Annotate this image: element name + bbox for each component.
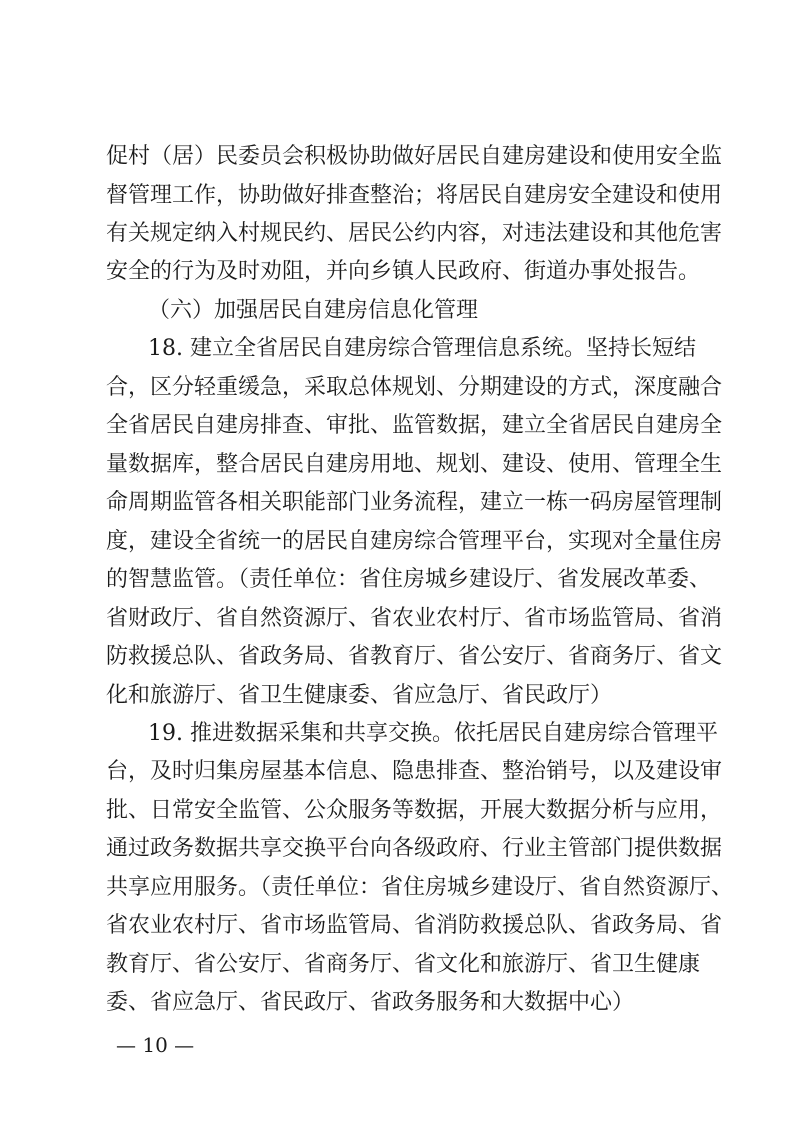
body-text-line: 全省居民自建房排查、审批、监管数据，建立全省居民自建房全 <box>106 413 723 438</box>
body-text-line: 有关规定纳入村规民约、居民公约内容，对违法建设和其他危害 <box>106 221 723 246</box>
body-text-line: 教育厅、省公安厅、省商务厅、省文化和旅游厅、省卫生健康 <box>106 952 701 977</box>
section-heading: （六）加强居民自建房信息化管理 <box>148 298 479 323</box>
body-text-line: 委、省应急厅、省民政厅、省政务服务和大数据中心） <box>106 990 635 1015</box>
body-text-line: 台，及时归集房屋基本信息、隐患排查、整治销号，以及建设审 <box>106 759 723 784</box>
body-text-line: 化和旅游厅、省卫生健康委、省应急厅、省民政厅） <box>106 683 613 708</box>
body-text-line: 省财政厅、省自然资源厅、省农业农村厅、省市场监管局、省消 <box>106 606 723 631</box>
body-text-line: 督管理工作，协助做好排查整治；将居民自建房安全建设和使用 <box>106 183 723 208</box>
body-text-line: 19. 推进数据采集和共享交换。依托居民自建房综合管理平 <box>148 721 718 746</box>
page-number: — 10 — <box>116 1033 195 1057</box>
body-text-line: 批、日常安全监管、公众服务等数据，开展大数据分析与应用， <box>106 798 723 823</box>
body-text-line: 的智慧监管。（责任单位：省住房城乡建设厅、省发展改革委、 <box>106 567 712 592</box>
body-text-line: 省农业农村厅、省市场监管局、省消防救援总队、省政务局、省 <box>106 913 723 938</box>
body-text-line: 18. 建立全省居民自建房综合管理信息系统。坚持长短结 <box>148 336 696 361</box>
body-text-line: 共享应用服务。（责任单位：省住房城乡建设厅、省自然资源厅、 <box>106 875 734 900</box>
body-text-line: 命周期监管各相关职能部门业务流程，建立一栋一码房屋管理制 <box>106 490 723 515</box>
body-text-line: 防救援总队、省政务局、省教育厅、省公安厅、省商务厅、省文 <box>106 644 723 669</box>
body-text-line: 合，区分轻重缓急，采取总体规划、分期建设的方式，深度融合 <box>106 375 723 400</box>
body-text-line: 度，建设全省统一的居民自建房综合管理平台，实现对全量住房 <box>106 529 723 554</box>
body-text-line: 通过政务数据共享交换平台向各级政府、行业主管部门提供数据 <box>106 836 723 861</box>
body-text-line: 量数据库，整合居民自建房用地、规划、建设、使用、管理全生 <box>106 452 723 477</box>
body-text-line: 促村（居）民委员会积极协助做好居民自建房建设和使用安全监 <box>106 144 723 169</box>
body-text-line: 安全的行为及时劝阻，并向乡镇人民政府、街道办事处报告。 <box>106 259 701 284</box>
